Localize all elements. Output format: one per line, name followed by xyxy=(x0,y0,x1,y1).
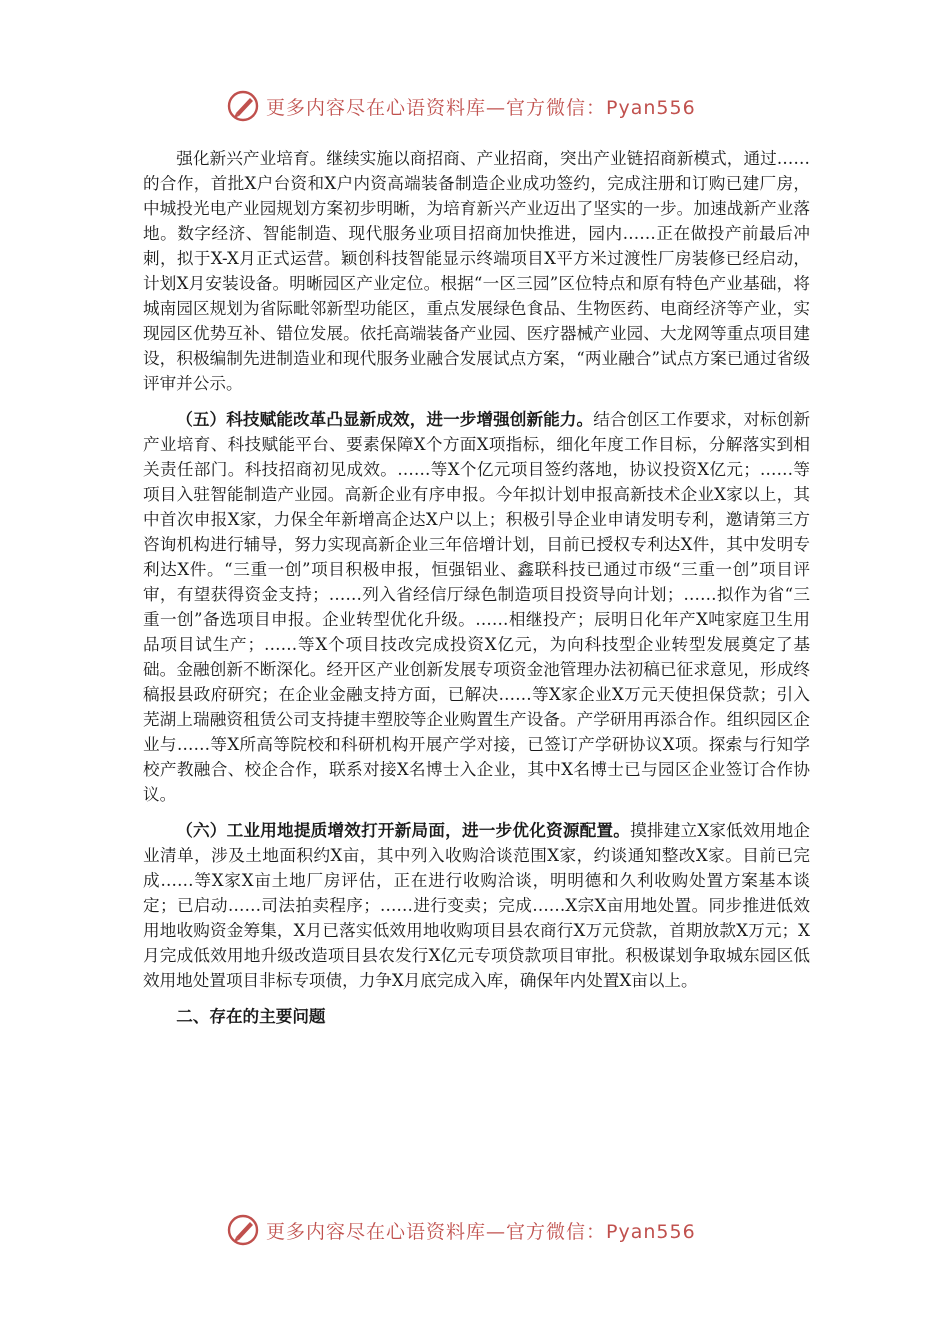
watermark-text xyxy=(266,1217,696,1244)
pen-logo-icon xyxy=(226,89,260,123)
paragraph-emerging-industry xyxy=(143,146,810,396)
watermark-wechat-text: 官方微信：Pyan556 xyxy=(506,96,696,119)
section-heading-text: 二、存在的主要问题 xyxy=(176,1006,326,1026)
paragraph-text: 摸排建立X家低效用地企业清单，涉及土地面积约X亩，其中列入收购洽谈范围X家，约谈通知整改X家。目前已完成……等X家X亩土地厂房评估，正在进行收购洽谈，明明德和久利收购处置方案基本谈定；已启动……司法拍卖程序；……进行变卖；完成……X宗X亩用地处置。同步推进低效用地收购资金筹集，X月已落实低效用地收购项目县农商行X万元贷款，首期放款X万元；X月完成低效用地升级改造项目县农发行X亿元专项贷款项目审批。积极谋划争取城东园区低效用地处置项目非标专项债，力争X月底完成入库，确保年内处置X亩以上。 xyxy=(143,821,810,990)
paragraph-section-six xyxy=(143,818,810,993)
watermark-site-text: 更多内容尽在心语资料库— xyxy=(266,96,507,119)
watermark-text xyxy=(266,93,696,120)
pen-logo-icon xyxy=(226,1213,260,1247)
paragraph-lead: （五）科技赋能改革凸显新成效，进一步增强创新能力。 xyxy=(176,409,594,429)
footer-watermark-banner xyxy=(226,1212,746,1248)
section-heading xyxy=(143,1004,810,1029)
header-watermark-banner xyxy=(226,88,746,124)
paragraph-section-five xyxy=(143,407,810,807)
paragraph-text: 强化新兴产业培育。继续实施以商招商、产业招商，突出产业链招商新模式，通过……的合作，首批X户台资和X户内资高端装备制造企业成功签约，完成注册和订购已建厂房，中城投光电产业园规划方案初步明晰，为培育新兴产业迈出了坚实的一步。加速战新产业落地。数字经济、智能制造、现代服务业项目招商加快推进，园内……正在做投产前最后冲刺，拟于X-X月正式运营。颖创科技智能显示终端项目X平方米过渡性厂房装修已经启动，计划X月安装设备。明晰园区产业定位。根据“一区三园”区位特点和原有特色产业基础，将城南园区规划为省际毗邻新型功能区，重点发展绿色食品、生物医药、电商经济等产业，实现园区优势互补、错位发展。依托高端装备产业园、医疗器械产业园、大龙网等重点项目建设，积极编制先进制造业和现代服务业融合发展试点方案，“两业融合”试点方案已通过省级评审并公示。 xyxy=(143,149,810,393)
watermark-wechat-text: 官方微信：Pyan556 xyxy=(506,1220,696,1243)
watermark-site-text: 更多内容尽在心语资料库— xyxy=(266,1220,507,1243)
document-body xyxy=(143,146,810,1040)
paragraph-lead: （六）工业用地提质增效打开新局面，进一步优化资源配置。 xyxy=(176,820,631,840)
paragraph-text: 结合创区工作要求，对标创新产业培育、科技赋能平台、要素保障X个方面X项指标，细化年度工作目标，分解落实到相关责任部门。科技招商初见成效。……等X个亿元项目签约落地，协议投资X亿元；……等项目入驻智能制造产业园。高新企业有序申报。今年拟计划申报高新技术企业X家以上，其中首次申报X家，力保全年新增高企达X户以上；积极引导企业申请发明专利，邀请第三方咨询机构进行辅导，努力实现高新企业三年倍增计划，目前已授权专利达X件，其中发明专利达X件。“三重一创”项目积极申报，恒强铝业、鑫联科技已通过市级“三重一创”项目评审，有望获得资金支持；……列入省经信厅绿色制造项目投资导向计划；……拟作为省“三重一创”备选项目申报。企业转型优化升级。……相继投产；辰明日化年产X吨家庭卫生用品项目试生产；……等X个项目技改完成投资X亿元，为向科技型企业转型发展奠定了基础。金融创新不断深化。经开区产业创新发展专项资金池管理办法初稿已征求意见，形成终稿报县政府研究；在企业金融支持方面，已解决……等X家企业X万元天使担保贷款；引入芜湖上瑞融资租赁公司支持捷丰塑胶等企业购置生产设备。产学研用再添合作。组织园区企业与……等X所高等院校和科研机构开展产学对接，已签订产学研协议X项。探索与行知学校产教融合、校企合作，联系对接X名博士入企业，其中X名博士已与园区企业签订合作协议。 xyxy=(143,410,811,804)
